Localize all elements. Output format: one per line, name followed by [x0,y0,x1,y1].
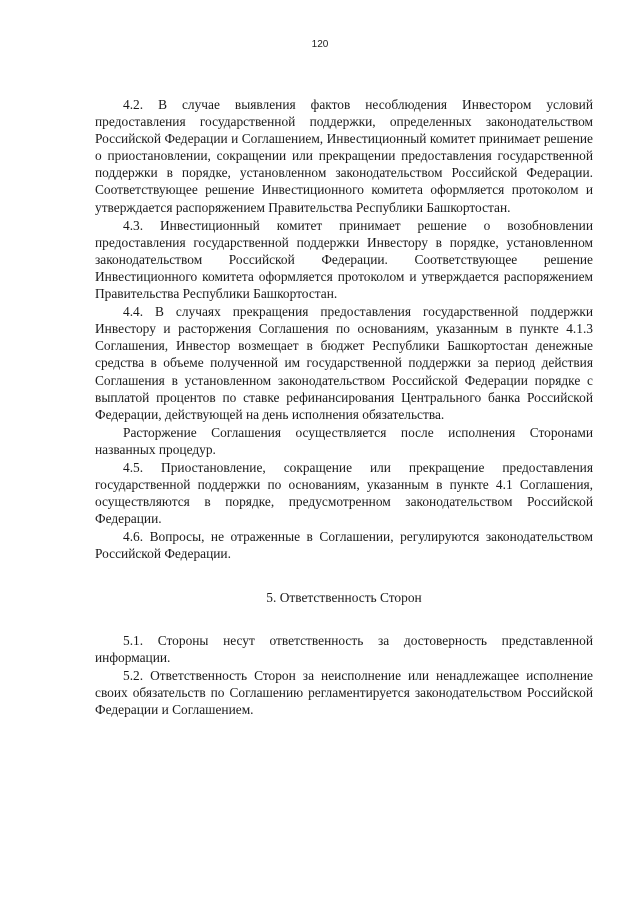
paragraph-4-5: 4.5. Приостановление, сокращение или прекращение предоставления государственной поддержки по основаниям, указанным в пункте 4.1 Соглашения, осуществляются в порядке, предусмотренном законодательством Российской Федерации. [95,459,593,527]
page-number: 120 [311,39,329,50]
paragraph-4-2: 4.2. В случае выявления фактов несоблюдения Инвестором условий предоставления государственной поддержки, определенных законодательством Российской Федерации и Соглашением, Инвестиционный комитет принимает решение о приостановлении, сокращении или прекращении предоставления государственной поддержки в порядке, установленном законодательством Российской Федерации. Соответствующее решение Инвестиционного комитета оформляется протоколом и утверждается распоряжением Правительства Республики Башкортостан. [95,97,593,215]
paragraph-termination: Расторжение Соглашения осуществляется после исполнения Сторонами названных процедур. [95,424,593,457]
paragraph-4-6: 4.6. Вопросы, не отраженные в Соглашении, регулируются законодательством Российской Федерации. [95,529,593,562]
section-title: 5. Ответственность Сторон [266,589,422,605]
paragraph-4-4: 4.4. В случаях прекращения предоставления государственной поддержки Инвестору и расторжения Соглашения по основаниям, указанным в пункте 4.1.3 Соглашения, Инвестор возмещает в бюджет Республики Башкортостан денежные средства в объеме полученной им государственной поддержки за период действия Соглашения в установленном законодательством Российской Федерации порядке с выплатой процентов по ставке рефинансирования Центрального банка Российской Федерации, действующей на день исполнения обязательства. [95,304,593,422]
paragraph-5-2: 5.2. Ответственность Сторон за неисполнение или ненадлежащее исполнение своих обязательств по Соглашению регламентируется законодательством Российской Федерации и Соглашением. [95,667,593,717]
document-body [95,96,593,719]
paragraph-5-1: 5.1. Стороны несут ответственность за достоверность представленной информации. [95,632,593,665]
paragraph-4-3: 4.3. Инвестиционный комитет принимает решение о возобновлении предоставления государственной поддержки Инвестору в порядке, установленном законодательством Российской Федерации. Соответствующее решение Инвестиционного комитета оформляется протоколом и утверждается распоряжением Правительства Республики Башкортостан. [95,217,593,302]
